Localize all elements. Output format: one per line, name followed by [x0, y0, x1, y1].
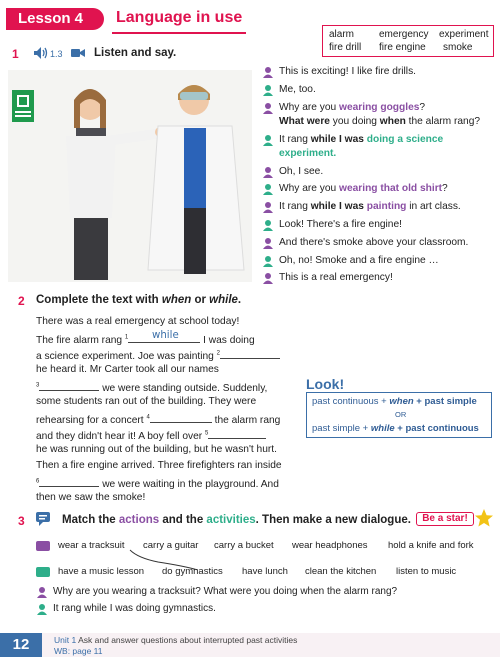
- example-question: Why are you wearing a tracksuit? What were you doing when the alarm rang?: [53, 586, 398, 597]
- action-item[interactable]: wear a tracksuit: [58, 540, 125, 551]
- dialogue-line: Me, too.: [279, 84, 316, 95]
- girl-speaker-icon: [262, 84, 274, 96]
- speech-bubble-icon: [36, 512, 54, 527]
- dialogue-line: This is a real emergency!: [279, 272, 393, 283]
- dialogue-line: Oh, no! Smoke and a fire engine …: [279, 255, 439, 266]
- text-line: and they didn't hear it! A boy fell over $^5$: [36, 428, 266, 442]
- page-title: Language in use: [116, 9, 243, 26]
- action-item[interactable]: hold a knife and fork: [388, 540, 474, 551]
- boy-speaker-icon: [262, 272, 274, 284]
- be-a-star-badge: Be a star!: [416, 512, 474, 526]
- track-number: 1.3: [50, 49, 63, 59]
- look-rule-1: past continuous + when + past simple: [312, 396, 477, 407]
- dialogue-line: And there's smoke above your classroom.: [279, 237, 469, 248]
- text-line: The fire alarm rang $^1$ I was doing: [36, 332, 255, 346]
- answer-blank[interactable]: [39, 476, 99, 487]
- girl-speaker-icon: [262, 134, 274, 146]
- lesson-label: Lesson 4: [6, 8, 104, 30]
- look-title: Look!: [306, 376, 345, 392]
- boy-speaker-icon: [262, 237, 274, 249]
- activity-item[interactable]: do gymnastics: [162, 566, 223, 577]
- girl-speaker-icon: [262, 219, 274, 231]
- footer-workbook: WB: page 11: [54, 646, 103, 656]
- vocab-word: smoke: [443, 42, 473, 53]
- girl-speaker-icon: [36, 603, 48, 615]
- text-line: $^6$ we were waiting in the playground. And: [36, 476, 279, 490]
- look-or: OR: [395, 410, 407, 419]
- vocab-word: experiment: [439, 29, 489, 40]
- girl-speaker-icon: [262, 183, 274, 195]
- vocabulary-box: [322, 25, 494, 57]
- look-rule-2: past simple + while + past continuous: [312, 423, 479, 434]
- example-answer: while: [152, 330, 179, 341]
- exercise-1-number: 1: [12, 47, 19, 61]
- activity-item[interactable]: listen to music: [396, 566, 457, 577]
- text-line: then we saw the smoke!: [36, 492, 146, 503]
- answer-blank[interactable]: [39, 380, 99, 391]
- text-line: There was a real emergency at school today!: [36, 316, 240, 327]
- vocab-word: fire drill: [329, 42, 362, 53]
- footer-unit: Unit 1 Ask and answer questions about interrupted past activities: [54, 635, 298, 645]
- dialogue-line: What were you doing when the alarm rang?: [279, 116, 481, 127]
- boy-speaker-icon: [262, 102, 274, 114]
- vocab-word: emergency: [379, 29, 429, 40]
- boy-speaker-icon: [262, 166, 274, 178]
- look-box: [306, 392, 492, 438]
- text-line: Then a fire engine arrived. Three firefighters ran inside: [36, 460, 282, 471]
- star-icon: [474, 508, 494, 528]
- boy-speaker-icon: [36, 586, 48, 598]
- action-item[interactable]: wear headphones: [292, 540, 368, 551]
- video-icon[interactable]: [71, 48, 85, 58]
- dialogue-line: Why are you wearing goggles?: [279, 102, 426, 113]
- vocab-word: alarm: [329, 29, 355, 40]
- text-line: $^3$ we were standing outside. Suddenly,: [36, 380, 267, 394]
- audio-icon[interactable]: [34, 47, 48, 59]
- text-line: rehearsing for a concert $^4$ the alarm rang: [36, 412, 280, 426]
- exercise-3-instruction: Match the actions and the activities. Then make a new dialogue.: [62, 514, 411, 526]
- classroom-photo: [8, 70, 252, 282]
- answer-blank[interactable]: [150, 412, 212, 423]
- text-line: a science experiment. Joe was painting $^2$: [36, 348, 280, 362]
- action-item[interactable]: carry a guitar: [143, 540, 199, 551]
- activity-item[interactable]: clean the kitchen: [305, 566, 377, 577]
- example-answer-line: It rang while I was doing gymnastics.: [53, 603, 216, 614]
- dialogue-line: Oh, I see.: [279, 166, 324, 177]
- boy-speaker-icon: [262, 201, 274, 213]
- text-line: some students ran out of the building. They were: [36, 396, 257, 407]
- dialogue-line: It rang while I was doing a science: [279, 134, 444, 145]
- answer-blank[interactable]: [220, 348, 280, 359]
- dialogue-line: Why are you wearing that old shirt?: [279, 183, 448, 194]
- exercise-1-instruction: Listen and say.: [94, 47, 177, 59]
- vocab-word: fire engine: [379, 42, 426, 53]
- dialogue-line: This is exciting! I like fire drills.: [279, 66, 416, 77]
- activity-item[interactable]: have a music lesson: [58, 566, 145, 577]
- exercise-3-number: 3: [18, 514, 25, 528]
- page-number: 12: [0, 633, 42, 657]
- girl-speaker-icon: [262, 255, 274, 267]
- action-item[interactable]: carry a bucket: [214, 540, 274, 551]
- exercise-2-number: 2: [18, 294, 25, 308]
- text-line: he was running out of the building, but he wasn't hurt.: [36, 444, 277, 455]
- actions-color-tile: [36, 541, 50, 551]
- activities-color-tile: [36, 567, 50, 577]
- title-underline: [112, 32, 246, 34]
- boy-speaker-icon: [262, 66, 274, 78]
- dialogue-line: It rang while I was painting in art class.: [279, 201, 461, 212]
- answer-blank[interactable]: [208, 428, 266, 439]
- text-line: he heard it. Mr Carter took all our names: [36, 364, 219, 375]
- dialogue-line: Look! There's a fire engine!: [279, 219, 402, 230]
- activity-item[interactable]: have lunch: [242, 566, 288, 577]
- exercise-2-instruction: Complete the text with when or while.: [36, 294, 242, 306]
- dialogue-line: experiment.: [279, 148, 337, 159]
